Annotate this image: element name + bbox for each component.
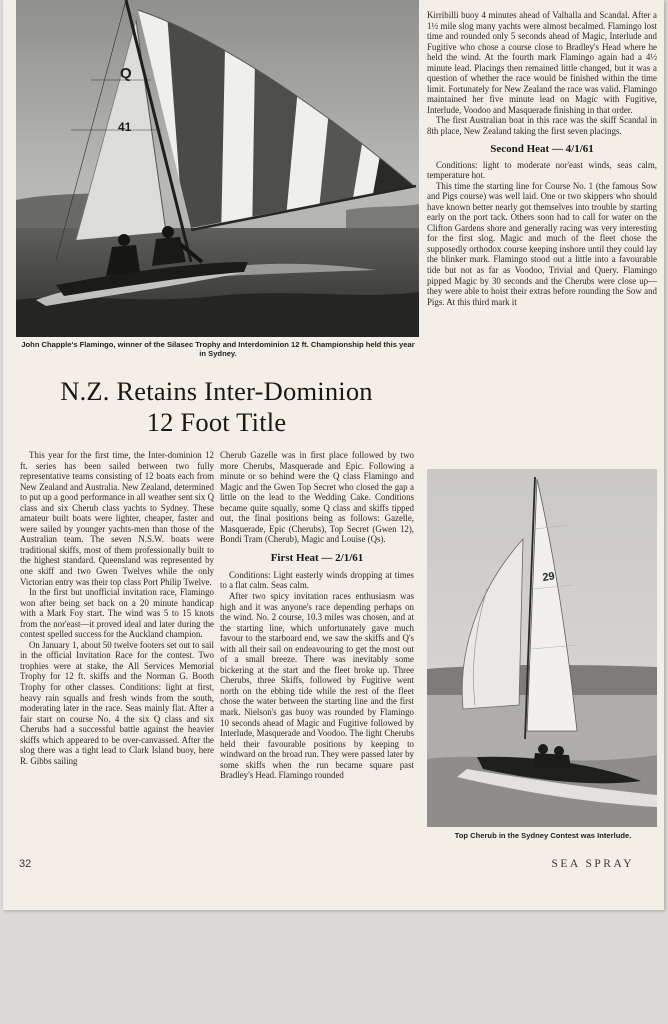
paragraph: Cherub Gazelle was in first place followed by two more Cherubs, Masquerade and Epic. Following a minute or so behind were the Q class Flamingo and Magic and the Gwen Top Secret who closed the gap a little on the lead to the Wedding Cake. Conditions became quite squally, some Q class and skiffs tipped out, the final positions being as follows: Gazelle, Masquerade, Epic (Cherubs), Top Secret (Gwen 12), Bondi Tram (Cherub), Magic and Louise (Qs). <box>220 450 414 545</box>
cherub-photo <box>427 469 657 827</box>
paragraph: In the first but unofficial invitation race, Flamingo won after being set back on a 20 minute handicap with a Mark Foy start. The wind was 5 to 15 knots from the nor'east—it proved ideal and later during the contest spelled success for the Auckland champion. <box>20 587 214 640</box>
paragraph: After two spicy invitation races enthusiasm was high and it was anyone's race depending perhaps on the wind. No. 2 course, 10.3 miles was chosen, and at the starting line, which unfortunately gave much favour to the starboard end, we saw the skiffs and Q's with all their sail on endeavouring to get the most out of a small breeze. There was inevitably some bickering at the start and the fleet broke up. Three Cherubs, three Skiffs, followed by Fugitive went north on the ebbing tide while the rest of the fleet chose the water between the starting line and the first mark. Nielson's gas buoy was rounded by Flamingo 10 seconds ahead of Magic and Fugitive followed by Interlude, Masquerade and Voodoo. The light Cherubs held their favourable positions by keeping to windward on the broad run. They were passed later by some skiffs when the run became square past Bradley's Head. Flamingo rounded <box>220 591 414 781</box>
article-column-1 <box>20 450 214 766</box>
cherub-sail-number: 29 <box>541 570 556 584</box>
sail-number: 41 <box>118 120 132 134</box>
article-column-3 <box>427 10 657 307</box>
headline-line-2: 12 Foot Title <box>146 407 287 437</box>
paragraph: The first Australian boat in this race was the skiff Scandal in 8th place, New Zealand taking the first seven placings. <box>427 115 657 137</box>
flamingo-photo-caption: John Chapple's Flamingo, winner of the Silasec Trophy and Interdominion 12 ft. Championship held this year in Sydney. <box>21 340 415 359</box>
page-number: 32 <box>19 858 32 870</box>
paragraph: On January 1, about 50 twelve footers set out to sail in the official Invitation Race for the contest. Two trophies were at stake, the All Services Memorial Trophy for 12 ft. skiffs and the Norman G. Booth Trophy for other classes. Conditions: light at first, heavy rain squalls and fresh winds from the south, moderating later in the race. Seas mainly flat. After a fair start on course No. 4 the six Q class and six Cherubs had a successful battle against the heavier skiffs which appeared to be over-canvassed. After the slog there was a tight lead to Clark Island buoy, here R. Gibbs sailing <box>20 639 214 766</box>
headline-line-1: N.Z. Retains Inter-Dominion <box>60 376 373 406</box>
sail-letter: Q <box>120 65 132 82</box>
paragraph: Kirribilli buoy 4 minutes ahead of Valhalla and Scandal. After a 1½ mile slog many yachts were almost becalmed. Flamingo lost time and rounded only 5 seconds ahead of Magic, Interlude and Fugitive who chose a course close to Bradley's Head where he held the wind. At the fourth mark Flamingo again had a 4½ minute lead. Placings then remained little changed, but it was a question of whether the race would be finished within the time limit. Fortunately for New Zealand the race was valid. Flamingo maintained her five minute lead on Magic with Fugitive, Interlude, Voodoo and Masquerade finishing in that order. <box>427 10 657 115</box>
magazine-name: SEA SPRAY <box>551 858 634 870</box>
flamingo-photo-image <box>16 0 419 337</box>
article-column-2 <box>220 450 414 781</box>
cherub-photo-image <box>427 469 657 827</box>
first-heat-heading: First Heat — 2/1/61 <box>270 551 364 564</box>
paragraph: This time the starting line for Course No. 1 (the famous Sow and Pigs course) was well laid. One or two skippers who should have known better nearly got themselves into trouble by starting early on the port tack. Others soon had to call for water on the Clifton Gardens shore and generally racing was very interesting for the first slog. Magic and much of the fleet chose the supposedly orthodox course keeping inshore until they could lay the blinker mark. Flamingo stood out a little into a favourable tide but not as far as Voodoo, Trivial and Query. Flamingo pipped Magic by 30 seconds and the Cherubs were close up—they were able to hoist their extras before rounding the Sow and Pigs. At this third mark it <box>427 180 657 307</box>
magazine-page <box>3 0 664 910</box>
cherub-photo-caption: Top Cherub in the Sydney Contest was Interlude. <box>454 831 632 840</box>
second-heat-heading: Second Heat — 4/1/61 <box>490 142 594 155</box>
paragraph: This year for the first time, the Inter-dominion 12 ft. series has been sailed between two fully representative teams consisting of 12 boats each from New Zealand and Australia. New Zealand, determined to put up a good performance in all weather sent six Q class and six Cherub class yachts to Sydney. These amateur built boats were lighter, cheaper, faster and were sailed by younger yachts-men than those of the Australian team. The seven N.S.W. boats were traditional skiffs, most of them professionally built to the highest standard. Queensland was represented by one skiff and two Gwen Twelves while the only Victorian entry was their top class Port Philip Twelve. <box>20 450 214 587</box>
article-headline <box>19 376 414 438</box>
flamingo-photo <box>16 0 419 337</box>
paragraph: Conditions: Light easterly winds dropping at times to a flat calm. Seas calm. <box>220 569 414 591</box>
paragraph: Conditions: light to moderate nor'east winds, seas calm, temperature hot. <box>427 159 657 181</box>
